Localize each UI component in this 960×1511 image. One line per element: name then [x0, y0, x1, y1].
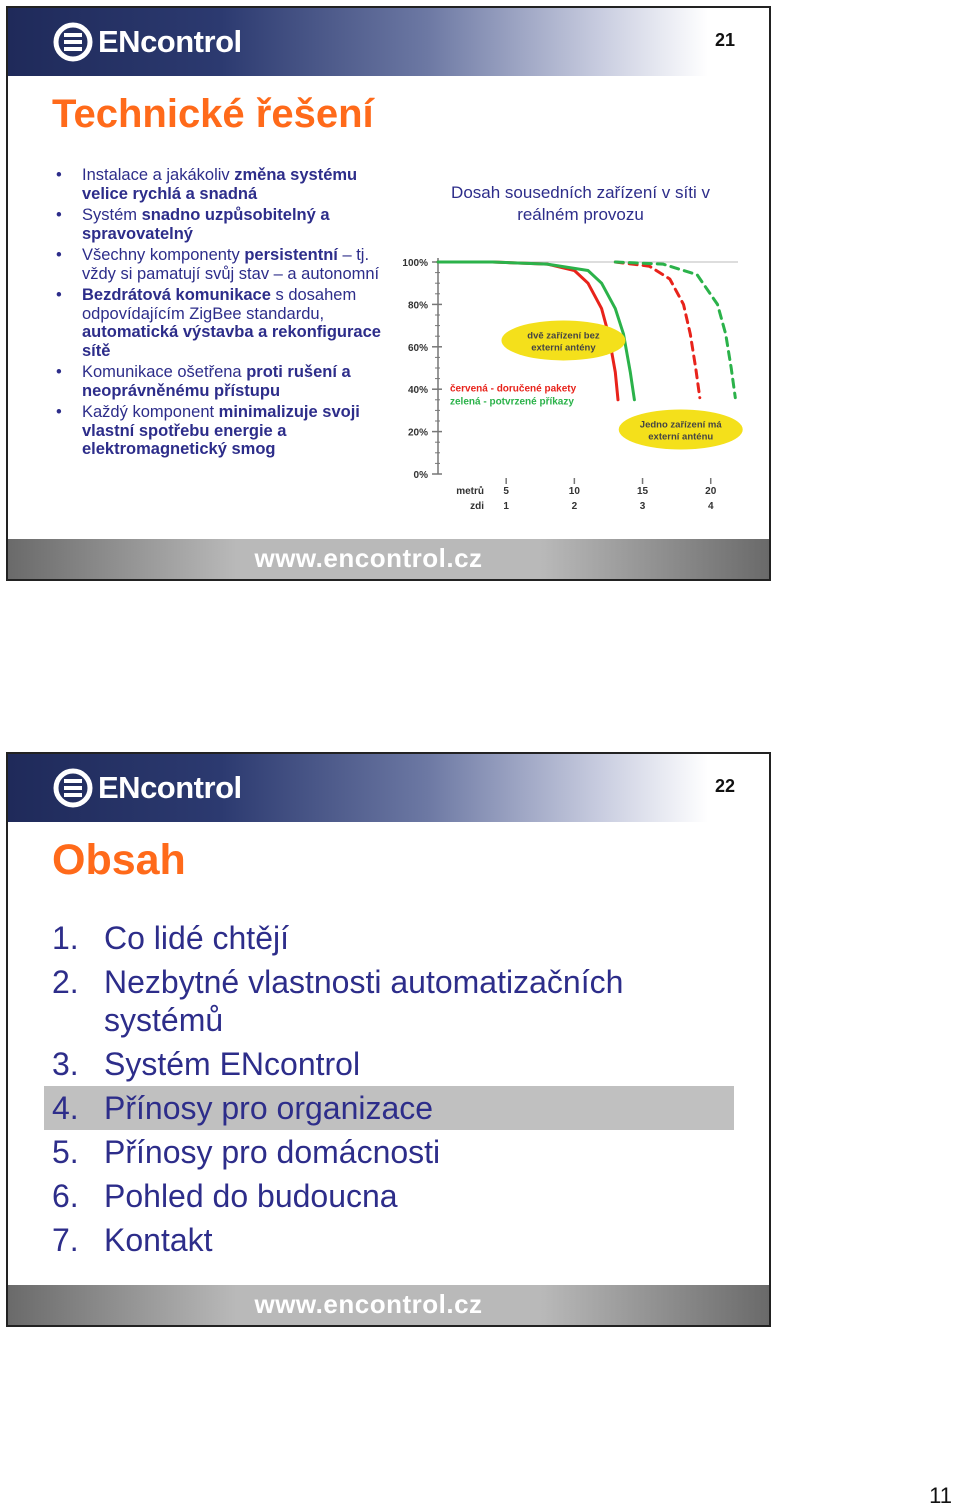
x-tick-label: 2 — [571, 501, 578, 512]
encontrol-logo — [52, 766, 242, 810]
toc-item-number: 1. — [52, 920, 79, 956]
slide-header — [8, 8, 769, 76]
toc-item — [44, 1042, 734, 1086]
footer-url: www.encontrol.cz — [254, 543, 483, 573]
toc-item-number: 2. — [52, 964, 79, 1000]
bullet-item — [56, 363, 386, 400]
x-tick-label: 10 — [568, 486, 580, 497]
y-tick-label: 100% — [402, 258, 428, 269]
annotation-line: externí antény — [531, 342, 596, 354]
toc-item-label: Přínosy pro organizace — [104, 1090, 434, 1126]
slide-footer — [8, 539, 769, 579]
toc-item — [44, 1130, 734, 1174]
bullet-text: proti rušení a neoprávněnému přístupu — [82, 363, 351, 400]
slide-number: 21 — [714, 30, 735, 50]
toc-item — [44, 960, 734, 1042]
toc-item-number: 4. — [52, 1090, 79, 1126]
x-tick-label: 1 — [503, 501, 509, 512]
y-tick-label: 60% — [407, 342, 428, 354]
y-tick-label: 0% — [413, 470, 428, 481]
annotation-line: dvě zařízení bez — [527, 330, 600, 342]
series-line-red-dashed — [615, 262, 700, 398]
slide-footer — [8, 1285, 769, 1325]
toc-item — [44, 1086, 734, 1130]
page-number: 11 — [929, 1483, 952, 1508]
slide-title: Technické řešení — [52, 92, 374, 136]
slide-21 — [6, 6, 771, 581]
encontrol-logo — [52, 20, 242, 64]
bullet-text: Komunikace ošetřena — [82, 363, 247, 381]
x-tick-label: 15 — [636, 486, 649, 497]
legend-entry: zelená - potvrzené příkazy — [450, 396, 574, 408]
bullet-text: Všechny komponenty — [82, 246, 245, 264]
annotation-text — [640, 419, 723, 442]
toc-item — [44, 1174, 734, 1218]
bullet-text: persistentní — [244, 246, 338, 264]
toc-item-label: Co lidé chtějí — [104, 920, 289, 956]
toc-item-label: Přínosy pro domácnosti — [104, 1134, 441, 1170]
bullet-text: Instalace a jakákoliv — [82, 166, 235, 184]
slide-number: 22 — [714, 776, 735, 796]
x-tick-label: 3 — [639, 501, 646, 512]
annotation-line: externí anténu — [648, 431, 714, 443]
bullet-item — [56, 166, 386, 203]
bullet-text: automatická výstavba a rekonfigurace sítě — [82, 323, 381, 360]
toc-item — [44, 916, 734, 960]
legend-entry: červená - doručené pakety — [450, 383, 577, 395]
bullet-item — [56, 286, 386, 360]
encontrol-logo-icon — [52, 21, 94, 63]
toc-item — [44, 1218, 734, 1262]
y-tick-label: 20% — [407, 427, 428, 439]
table-of-contents — [44, 916, 734, 1262]
bullet-text: minimalizuje svoji vlastní spotřebu energie a elektromagnetický smog — [82, 403, 360, 458]
bullet-text: snadno uzpůsobitelný a spravovatelný — [82, 206, 330, 243]
y-tick-label: 80% — [407, 300, 428, 312]
x-tick-label: 4 — [707, 501, 714, 512]
bullet-text: – tj. vždy si pamatují svůj stav – a autonomní — [82, 246, 380, 283]
x-axis-row-label: zdi — [470, 501, 484, 512]
bullet-text: Bezdrátová komunikace — [82, 286, 271, 304]
toc-item-label: Kontakt — [104, 1222, 213, 1258]
y-tick-label: 40% — [407, 385, 428, 397]
slide-title: Obsah — [52, 836, 186, 884]
slide-header — [8, 754, 769, 822]
bullet-item — [56, 403, 386, 459]
bullet-text: Systém — [82, 206, 142, 224]
footer-url: www.encontrol.cz — [254, 1289, 483, 1319]
chart-caption: Dosah sousedních zařízení v síti v reálném provozu — [451, 183, 710, 224]
encontrol-logo-icon — [52, 767, 94, 809]
bullet-list — [56, 166, 386, 462]
annotation-line: Jedno zařízení má — [639, 419, 722, 431]
toc-item-label: Systém ENcontrol — [104, 1046, 361, 1082]
bullet-text: změna systému velice rychlá a snadná — [82, 166, 358, 203]
toc-item-number: 6. — [52, 1178, 79, 1214]
toc-item-label: Nezbytné vlastnosti automatizačních systémů — [104, 964, 624, 1038]
toc-item-number: 7. — [52, 1222, 79, 1258]
x-tick-label: 5 — [503, 486, 509, 497]
logo-text: ENcontrol — [98, 770, 242, 805]
bullet-text: s dosahem odpovídajícím ZigBee standardu, — [82, 286, 357, 323]
range-chart — [390, 250, 750, 522]
logo-text: ENcontrol — [98, 24, 242, 59]
x-axis-row-label: metrů — [456, 486, 484, 497]
bullet-text: Každý komponent — [82, 403, 219, 421]
annotation-text — [527, 330, 600, 353]
slide-22 — [6, 752, 771, 1327]
toc-item-number: 3. — [52, 1046, 79, 1082]
bullet-item — [56, 246, 386, 283]
bullet-item — [56, 206, 386, 243]
toc-item-label: Pohled do budoucna — [104, 1178, 398, 1214]
series-line-green-dashed — [615, 262, 735, 398]
toc-item-number: 5. — [52, 1134, 79, 1170]
x-tick-label: 20 — [705, 486, 717, 497]
